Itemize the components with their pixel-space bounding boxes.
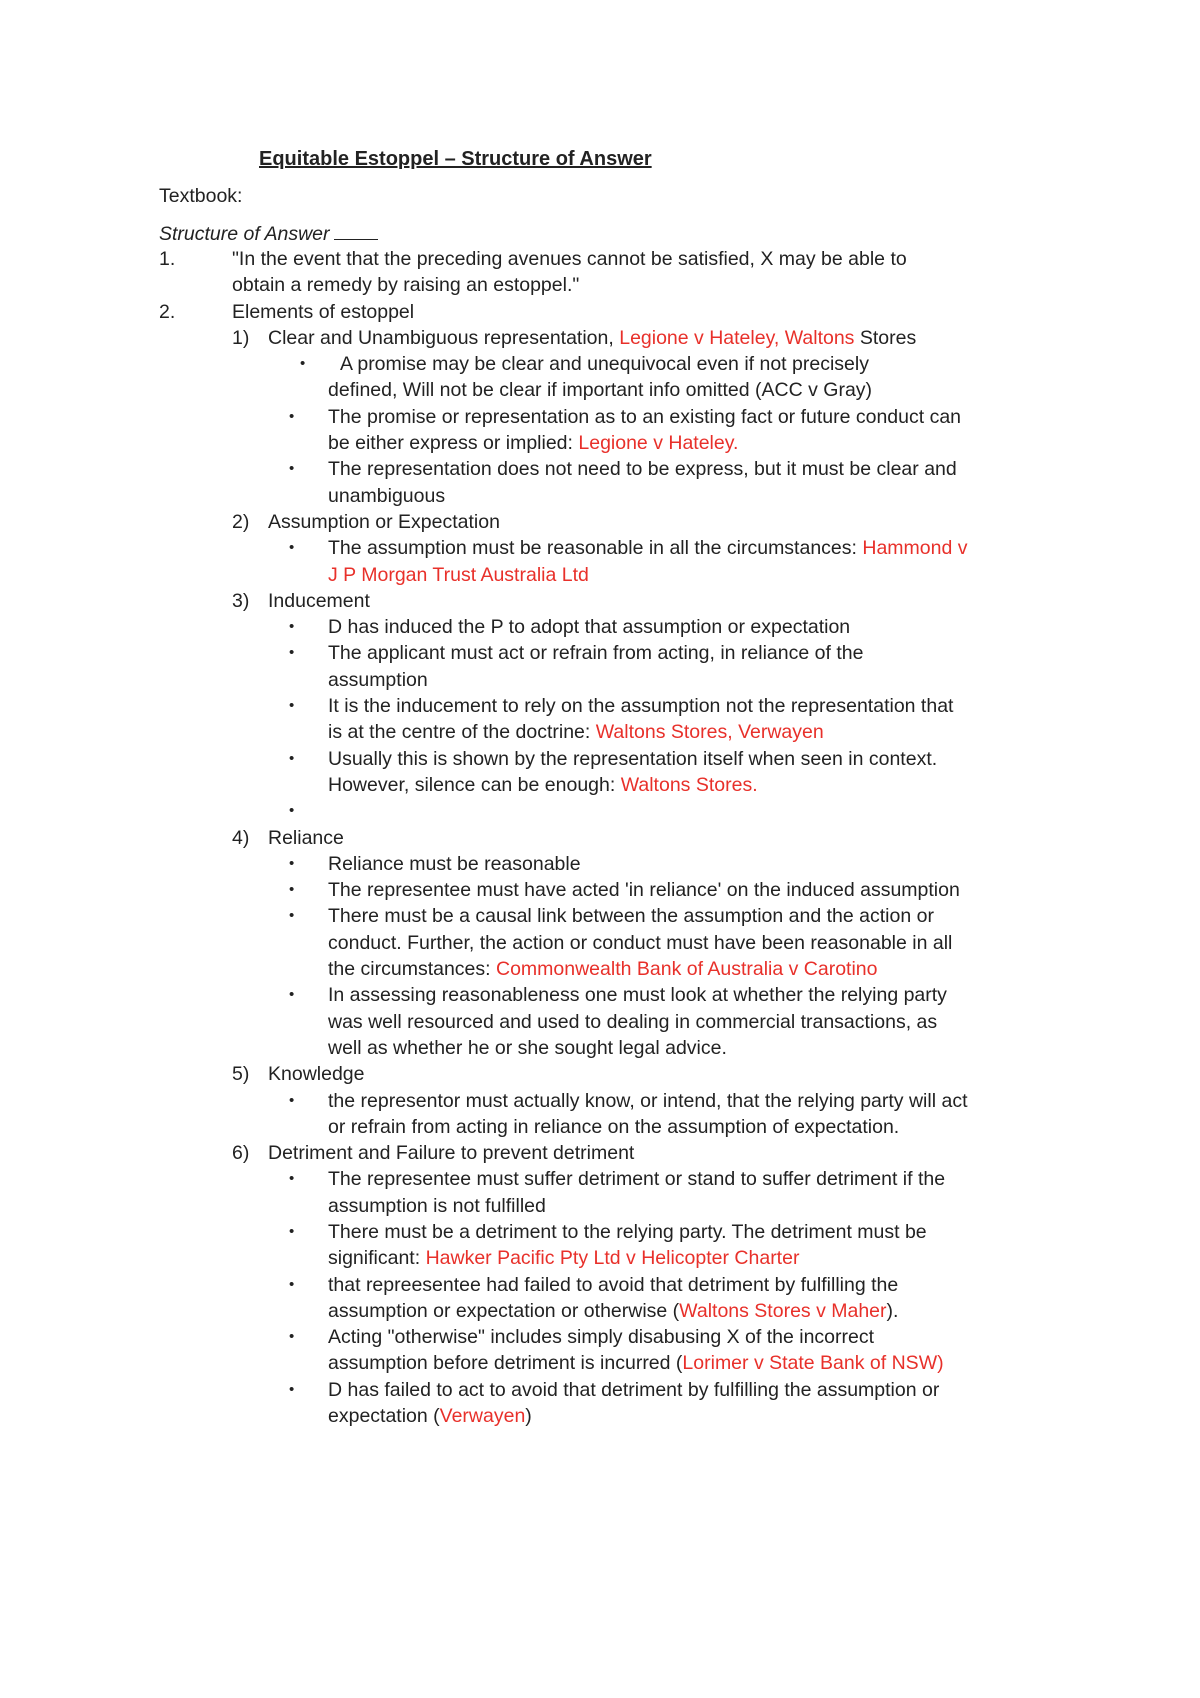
bullet-item: [159, 877, 1059, 903]
bullet-text: is at the centre of the doctrine: Waltons Stores, Verwayen: [328, 721, 824, 744]
element-heading: Knowledge: [268, 1063, 365, 1086]
case-citation: Commonwealth Bank of Australia v Carotino: [495, 958, 878, 981]
bullet-text: assumption is not fulfilled: [328, 1194, 546, 1217]
element-number: 2): [232, 510, 250, 533]
element-heading: Inducement: [268, 589, 370, 612]
bullet-text: D has failed to act to avoid that detriment by fulfilling the assumption or: [328, 1378, 940, 1401]
case-citation: Waltons Stores.: [620, 773, 758, 796]
bullet-item: [159, 982, 1059, 1061]
bullet-text: unambiguous: [328, 484, 446, 507]
bullet-item: [159, 456, 1059, 509]
bullet-icon: •: [289, 1091, 295, 1109]
outline-item-2: [159, 299, 1059, 325]
bullet-text: that repreesentee had failed to avoid that detriment by fulfilling the: [328, 1273, 899, 1296]
bullet-icon: •: [289, 697, 295, 715]
bullet-text: There must be a detriment to the relying party. The detriment must be: [328, 1220, 927, 1243]
bullet-icon: •: [289, 1328, 295, 1346]
item-number: 2.: [159, 300, 176, 323]
bullet-icon: •: [289, 881, 295, 899]
element-reliance: [159, 825, 1059, 851]
bullet-text: The representee must suffer detriment or stand to suffer detriment if the: [328, 1168, 946, 1191]
element-knowledge: [159, 1061, 1059, 1087]
case-citation: J P Morgan Trust Australia Ltd: [328, 563, 589, 586]
item-text-line: obtain a remedy by raising an estoppel.": [232, 274, 580, 297]
answer-outline: [159, 246, 1059, 1429]
textbook-label: Textbook:: [159, 185, 243, 207]
bullet-item: [159, 351, 1059, 404]
bullet-icon: •: [289, 539, 295, 557]
element-number: 1): [232, 326, 250, 349]
bullet-text: the circumstances: Commonwealth Bank of Australia v Carotino: [328, 958, 878, 981]
bullet-icon: •: [289, 1275, 295, 1293]
element-heading: Assumption or Expectation: [268, 510, 500, 533]
bullet-text: assumption or expectation or otherwise (Waltons Stores v Maher).: [328, 1299, 899, 1322]
bullet-item: [159, 746, 1059, 799]
element-number: 4): [232, 826, 250, 849]
element-clear-representation: [159, 325, 1059, 351]
bullet-text: was well resourced and used to dealing in commercial transactions, as: [328, 1010, 938, 1033]
bullet-item: [159, 404, 1059, 457]
bullet-icon: •: [289, 802, 295, 820]
bullet-text: However, silence can be enough: Waltons Stores.: [328, 773, 758, 796]
bullet-icon: •: [289, 644, 295, 662]
bullet-icon: •: [300, 355, 306, 373]
bullet-text: Reliance must be reasonable: [328, 852, 581, 875]
item-number: 1.: [159, 248, 176, 270]
case-citation: Legione v Hateley, Waltons: [619, 326, 855, 349]
bullet-text: The representee must have acted 'in reliance' on the induced assumption: [328, 879, 960, 902]
page-title: Equitable Estoppel – Structure of Answer: [259, 148, 652, 170]
element-heading: Reliance: [268, 826, 344, 849]
bullet-text: A promise may be clear and unequivocal even if not precisely: [340, 353, 869, 376]
bullet-item: [159, 1088, 1059, 1141]
bullet-item: [159, 614, 1059, 640]
element-number: 6): [232, 1142, 250, 1165]
case-citation: Legione v Hateley.: [578, 432, 739, 455]
bullet-icon: •: [289, 618, 295, 636]
structure-heading-text: Structure of Answer: [159, 223, 330, 245]
case-citation: Hawker Pacific Pty Ltd v Helicopter Charter: [425, 1247, 800, 1270]
bullet-icon: •: [289, 1170, 295, 1188]
item-text-line: "In the event that the preceding avenues cannot be satisfied, X may be able to: [232, 248, 907, 270]
bullet-icon: •: [289, 986, 295, 1004]
bullet-text: be either express or implied: Legione v Hateley.: [328, 432, 739, 455]
case-citation: Waltons Stores, Verwayen: [595, 721, 824, 744]
bullet-text: D has induced the P to adopt that assumption or expectation: [328, 616, 851, 639]
bullet-icon: •: [289, 1222, 295, 1240]
structure-heading: [159, 221, 378, 247]
bullet-icon: •: [289, 1380, 295, 1398]
bullet-item-empty: [159, 798, 1059, 824]
bullet-text: assumption: [328, 668, 428, 691]
case-citation: Hammond v: [862, 537, 968, 560]
element-detriment: [159, 1140, 1059, 1166]
element-number: 3): [232, 589, 250, 612]
bullet-text: Acting "otherwise" includes simply disabusing X of the incorrect: [328, 1326, 875, 1349]
bullet-item: [159, 1219, 1059, 1272]
bullet-item: [159, 1377, 1059, 1430]
element-inducement: [159, 588, 1059, 614]
bullet-text: significant: Hawker Pacific Pty Ltd v Helicopter Charter: [328, 1247, 800, 1270]
bullet-text: assumption before detriment is incurred (Lorimer v State Bank of NSW): [328, 1352, 944, 1375]
element-assumption: [159, 509, 1059, 535]
bullet-icon: •: [289, 460, 295, 478]
bullet-text: conduct. Further, the action or conduct must have been reasonable in all: [328, 931, 953, 954]
bullet-icon: •: [289, 907, 295, 925]
bullet-item: [159, 851, 1059, 877]
bullet-item: [159, 693, 1059, 746]
bullet-text: expectation (Verwayen): [328, 1405, 532, 1428]
bullet-item: [159, 1272, 1059, 1325]
underline-tail: [334, 221, 378, 240]
bullet-text: well as whether he or she sought legal advice.: [328, 1036, 727, 1059]
element-heading: Clear and Unambiguous representation, Legione v Hateley, Waltons Stores: [268, 326, 917, 349]
bullet-text: It is the inducement to rely on the assumption not the representation that: [328, 695, 954, 718]
bullet-text: The promise or representation as to an existing fact or future conduct can: [328, 405, 962, 428]
bullet-item: [159, 1324, 1059, 1377]
bullet-text: The representation does not need to be express, but it must be clear and: [328, 458, 957, 481]
bullet-item: [159, 1166, 1059, 1219]
bullet-text: The assumption must be reasonable in all the circumstances: Hammond v: [328, 537, 968, 560]
bullet-item: [159, 535, 1059, 588]
case-citation: Verwayen: [439, 1405, 526, 1428]
bullet-text: Usually this is shown by the representation itself when seen in context.: [328, 747, 938, 770]
bullet-text: The applicant must act or refrain from acting, in reliance of the: [328, 642, 864, 665]
bullet-text: the representor must actually know, or intend, that the relying party will act: [328, 1089, 968, 1112]
case-citation: Waltons Stores v Maher: [679, 1299, 887, 1322]
item-text-line: Elements of estoppel: [232, 300, 415, 323]
bullet-icon: •: [289, 749, 295, 767]
bullet-text: or refrain from acting in reliance on the assumption of expectation.: [328, 1115, 900, 1138]
bullet-text: defined, Will not be clear if important info omitted (ACC v Gray): [328, 379, 873, 402]
bullet-icon: •: [289, 407, 295, 425]
bullet-item: [159, 640, 1059, 693]
element-heading: Detriment and Failure to prevent detriment: [268, 1142, 635, 1165]
outline-item-1: [159, 246, 1059, 299]
bullet-icon: •: [289, 854, 295, 872]
bullet-text: In assessing reasonableness one must look at whether the relying party: [328, 984, 947, 1007]
case-citation: Lorimer v State Bank of NSW): [682, 1352, 944, 1375]
bullet-item: [159, 903, 1059, 982]
bullet-text: There must be a causal link between the assumption and the action or: [328, 905, 934, 928]
element-number: 5): [232, 1063, 250, 1086]
